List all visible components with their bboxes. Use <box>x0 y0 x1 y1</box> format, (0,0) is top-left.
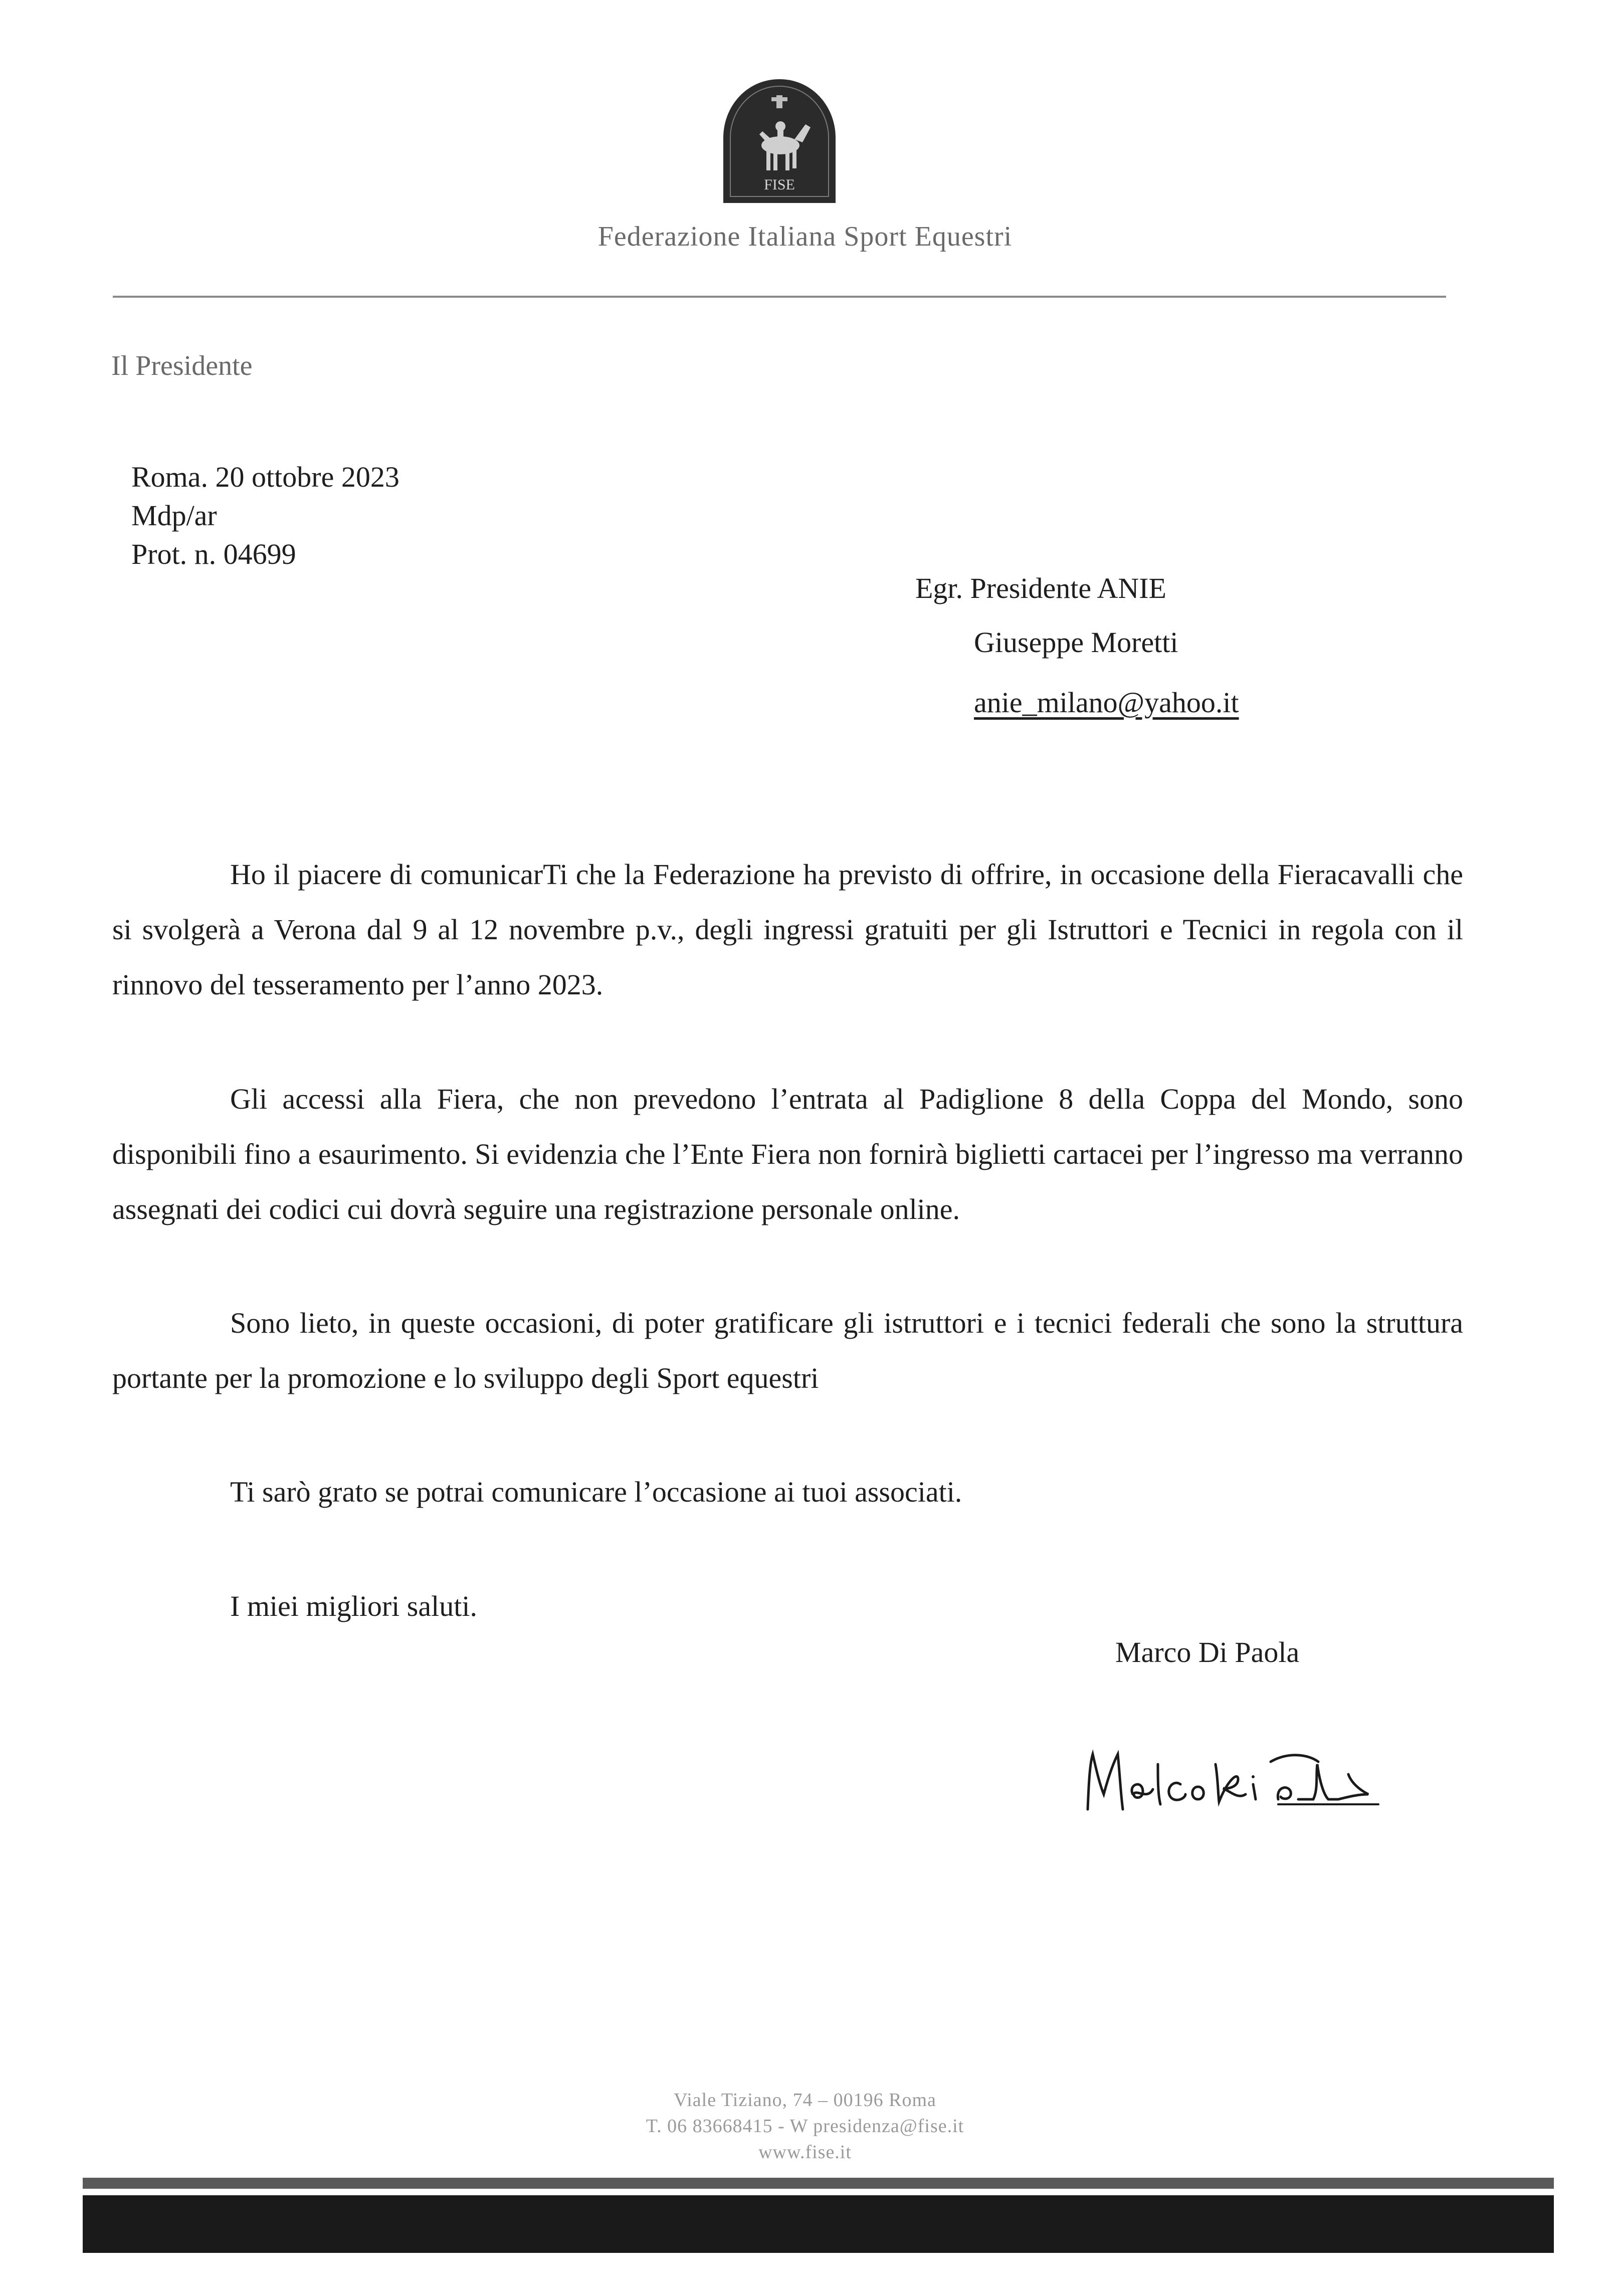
recipient-title: Egr. Presidente ANIE <box>915 572 1166 604</box>
body-paragraph: Ho il piacere di comunicarTi che la Federazione ha previsto di offrire, in occasione della Fieracavalli che si svolgerà a Verona dal 9 al 12 novembre p.v., degli ingressi gratuiti per gli Istruttori e Tecnici in regola con il rinnovo del tesseramento per l’anno 2023. <box>112 858 1463 1001</box>
signer-name: Marco Di Paola <box>1115 1636 1300 1668</box>
footer-website-link[interactable]: www.fise.it <box>758 2142 852 2163</box>
logo-text: FISE <box>764 176 795 193</box>
recipient-email-link[interactable]: anie_milano@yahoo.it <box>974 686 1239 719</box>
recipient-name: Giuseppe Moretti <box>974 626 1178 659</box>
footer-address: Viale Tiziano, 74 – 00196 Roma <box>674 2090 936 2111</box>
header-divider <box>113 296 1446 298</box>
handwritten-signature <box>1078 1724 1388 1834</box>
organization-name: Federazione Italiana Sport Equestri <box>597 221 1013 252</box>
letter-date: Roma. 20 ottobre 2023 <box>131 461 399 493</box>
footer-band <box>83 2195 1554 2253</box>
closing-greeting: I miei migliori saluti. <box>230 1590 477 1622</box>
footer-contacts: T. 06 83668415 - W presidenza@fise.it <box>646 2116 964 2137</box>
body-paragraph: Ti sarò grato se potrai comunicare l’occasione ai tuoi associati. <box>230 1476 962 1508</box>
body-paragraph: Gli accessi alla Fiera, che non prevedono l’entrata al Padiglione 8 della Coppa del Mondo, sono disponibili fino a esaurimento. Si evidenzia che l’Ente Fiera non fornirà biglietti cartacei per l’ingresso ma verranno assegnati dei codici cui dovrà seguire una registrazione personale online. <box>112 1083 1463 1225</box>
fise-logo <box>719 75 840 208</box>
sender-role: Il Presidente <box>111 350 253 381</box>
protocol-number: Prot. n. 04699 <box>131 538 296 570</box>
letter-reference: Mdp/ar <box>131 499 217 532</box>
footer-stripe <box>83 2178 1554 2189</box>
body-paragraph: Sono lieto, in queste occasioni, di poter gratificare gli istruttori e i tecnici federali che sono la struttura portante per la promozione e lo sviluppo degli Sport equestri <box>112 1307 1463 1394</box>
